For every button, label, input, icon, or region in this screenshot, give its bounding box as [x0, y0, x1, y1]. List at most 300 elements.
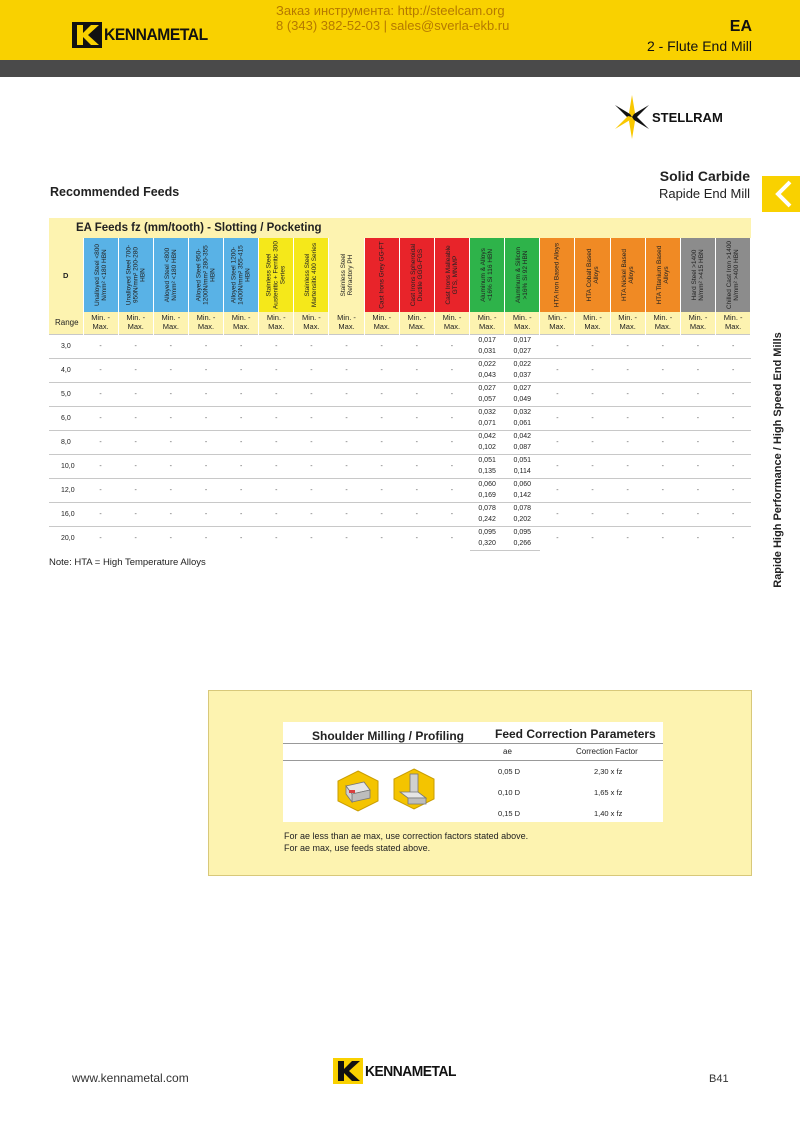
- empty-value: -: [575, 502, 610, 526]
- empty-value: -: [188, 358, 223, 382]
- empty-value: -: [716, 334, 751, 358]
- empty-value: -: [329, 526, 364, 550]
- ae-value: 0,05 D: [498, 767, 521, 776]
- factor-value: 1,65 x fz: [594, 788, 623, 797]
- empty-value: -: [259, 382, 294, 406]
- feed-value: 0,057: [478, 396, 496, 404]
- factor-value: 1,40 x fz: [594, 809, 623, 818]
- material-header: [680, 238, 715, 312]
- product-code: EA: [729, 18, 752, 35]
- empty-value: -: [224, 526, 259, 550]
- empty-value: -: [294, 454, 329, 478]
- material-label: Aluminum & Alloys <16% Si 116 HBN: [480, 248, 495, 302]
- empty-value: -: [575, 526, 610, 550]
- feed-value: 0,060: [470, 478, 505, 490]
- feed-value: 0,051: [505, 454, 540, 466]
- empty-value: -: [399, 454, 434, 478]
- chevron-left-icon: [762, 176, 800, 212]
- material-label: Stainless Steel Austenitic + Ferritic 300 Series: [265, 240, 287, 310]
- feed-value: 0,022: [470, 358, 505, 370]
- empty-value: -: [118, 406, 153, 430]
- empty-value: -: [294, 478, 329, 502]
- feed-value: 0,027: [513, 348, 532, 356]
- range-value: Min. - Max.: [153, 312, 188, 334]
- correction-footnote: [284, 830, 528, 854]
- empty-value: -: [434, 382, 469, 406]
- empty-value: -: [540, 454, 575, 478]
- empty-value: -: [645, 526, 680, 550]
- empty-value: -: [610, 502, 645, 526]
- empty-value: -: [680, 478, 715, 502]
- empty-value: -: [645, 358, 680, 382]
- material-header: [118, 238, 153, 312]
- empty-value: -: [294, 502, 329, 526]
- feed-value: 0,051: [470, 454, 505, 466]
- kennametal-k-icon: [72, 22, 102, 48]
- empty-value: -: [364, 526, 399, 550]
- feed-value: 0,032: [470, 406, 505, 418]
- empty-value: -: [118, 478, 153, 502]
- empty-value: -: [364, 502, 399, 526]
- empty-value: -: [153, 358, 188, 382]
- empty-value: -: [610, 358, 645, 382]
- empty-value: -: [680, 502, 715, 526]
- table-title: EA Feeds fz (mm/tooth) - Slotting / Pocketing: [49, 218, 751, 238]
- empty-value: -: [329, 454, 364, 478]
- empty-value: -: [294, 406, 329, 430]
- empty-value: -: [83, 430, 118, 454]
- empty-value: -: [610, 526, 645, 550]
- range-row: [49, 312, 751, 334]
- empty-value: -: [575, 334, 610, 358]
- empty-value: -: [434, 430, 469, 454]
- empty-value: -: [294, 358, 329, 382]
- empty-value: -: [716, 430, 751, 454]
- feed-value: 0,032: [505, 406, 540, 418]
- material-header: [434, 238, 469, 312]
- footnote-line-1: For ae less than ae max, use correction factors stated above.: [284, 831, 529, 841]
- material-label: HTA Cobalt Based Alloys: [585, 248, 600, 302]
- material-header: [399, 238, 434, 312]
- range-value: Min. - Max.: [188, 312, 223, 334]
- feed-value: 0,242: [478, 516, 496, 524]
- empty-value: -: [118, 502, 153, 526]
- feed-value: 0,031: [478, 348, 496, 356]
- kennametal-k-icon: [333, 1058, 363, 1084]
- feed-value: 0,095: [470, 526, 505, 538]
- empty-value: -: [434, 454, 469, 478]
- empty-value: -: [610, 430, 645, 454]
- empty-value: -: [575, 478, 610, 502]
- empty-value: -: [188, 478, 223, 502]
- feed-value: 0,135: [478, 468, 496, 476]
- empty-value: -: [329, 382, 364, 406]
- table-row: [49, 526, 751, 538]
- table-row: [49, 502, 751, 514]
- shoulder-milling-title: Shoulder Milling / Profiling: [312, 729, 464, 743]
- empty-value: -: [259, 358, 294, 382]
- empty-value: -: [540, 502, 575, 526]
- empty-value: -: [153, 526, 188, 550]
- empty-value: -: [329, 406, 364, 430]
- empty-value: -: [645, 382, 680, 406]
- empty-value: -: [259, 454, 294, 478]
- diameter-cell: 20,0: [49, 526, 83, 550]
- empty-value: -: [118, 382, 153, 406]
- empty-value: -: [294, 526, 329, 550]
- d-column-header: D: [49, 238, 83, 312]
- empty-value: -: [434, 406, 469, 430]
- material-label: Cast Irons Malleable GTS, MN/MP: [444, 245, 459, 305]
- footnote-line-2: For ae max, use feeds stated above.: [284, 843, 431, 853]
- ae-value: 0,10 D: [498, 788, 521, 797]
- empty-value: -: [188, 382, 223, 406]
- empty-value: -: [680, 334, 715, 358]
- empty-value: -: [224, 478, 259, 502]
- empty-value: -: [83, 526, 118, 550]
- material-header: [716, 238, 751, 312]
- empty-value: -: [716, 502, 751, 526]
- empty-value: -: [259, 406, 294, 430]
- empty-value: -: [399, 478, 434, 502]
- empty-value: -: [259, 430, 294, 454]
- empty-value: -: [364, 382, 399, 406]
- product-subtitle: 2 - Flute End Mill: [646, 38, 752, 54]
- empty-value: -: [224, 430, 259, 454]
- empty-value: -: [294, 430, 329, 454]
- range-value: Min. - Max.: [610, 312, 645, 334]
- solid-carbide-subtitle: Rapide End Mill: [658, 186, 750, 201]
- empty-value: -: [153, 382, 188, 406]
- table-row: [49, 406, 751, 418]
- material-header: [224, 238, 259, 312]
- material-label: Alloyed Steel 950-1200N/mm² 280-355 HBN: [195, 245, 217, 305]
- empty-value: -: [224, 358, 259, 382]
- table-row: [49, 334, 751, 346]
- empty-value: -: [118, 526, 153, 550]
- empty-value: -: [540, 430, 575, 454]
- empty-value: -: [610, 478, 645, 502]
- brand-name: KENNAMETAL: [365, 1062, 456, 1080]
- stellram-name: STELLRAM: [652, 109, 723, 125]
- empty-value: -: [399, 406, 434, 430]
- shoulder-milling-icon: [336, 770, 380, 812]
- empty-value: -: [329, 358, 364, 382]
- ae-column-header: ae: [503, 747, 512, 756]
- range-value: Min. - Max.: [470, 312, 505, 334]
- empty-value: -: [575, 430, 610, 454]
- footer-logo: [333, 1058, 464, 1084]
- material-header: [645, 238, 680, 312]
- empty-value: -: [540, 334, 575, 358]
- contact-line-2[interactable]: 8 (343) 382-52-03 | sales@sverla-ekb.ru: [276, 18, 510, 33]
- material-header: [575, 238, 610, 312]
- material-label: Unalloyed Steel <800 N/mm² <180 HBN: [93, 244, 108, 306]
- range-value: Min. - Max.: [364, 312, 399, 334]
- empty-value: -: [364, 334, 399, 358]
- ae-value: 0,15 D: [498, 809, 521, 818]
- empty-value: -: [329, 502, 364, 526]
- empty-value: -: [645, 430, 680, 454]
- table-row: [49, 382, 751, 394]
- material-label: Alloyed Steel <800 N/mm² <180 HBN: [163, 247, 178, 303]
- empty-value: -: [434, 358, 469, 382]
- material-label: Chilled Cast Iron >1400 N/mm² >400 HBN: [726, 240, 741, 310]
- empty-value: -: [259, 334, 294, 358]
- feed-value: 0,043: [478, 372, 496, 380]
- empty-value: -: [434, 334, 469, 358]
- material-label: HTA Titanium Based Alloys: [655, 245, 670, 305]
- feed-correction-title: Feed Correction Parameters: [495, 727, 656, 741]
- empty-value: -: [434, 526, 469, 550]
- material-label: Hard Steel >1400 N/mm² >415 HBN: [690, 249, 705, 301]
- empty-value: -: [575, 382, 610, 406]
- empty-value: -: [118, 358, 153, 382]
- empty-value: -: [364, 454, 399, 478]
- empty-value: -: [118, 334, 153, 358]
- range-value: Min. - Max.: [294, 312, 329, 334]
- empty-value: -: [259, 502, 294, 526]
- diameter-cell: 6,0: [49, 406, 83, 430]
- empty-value: -: [399, 382, 434, 406]
- empty-value: -: [716, 382, 751, 406]
- range-value: Min. - Max.: [716, 312, 751, 334]
- kennametal-logo: [72, 22, 217, 48]
- section-title: Recommended Feeds: [50, 185, 180, 199]
- feed-value: 0,078: [505, 502, 540, 514]
- range-value: Min. - Max.: [645, 312, 680, 334]
- empty-value: -: [364, 358, 399, 382]
- range-value: Min. - Max.: [434, 312, 469, 334]
- feed-value: 0,017: [470, 334, 505, 346]
- empty-value: -: [399, 526, 434, 550]
- feed-value: 0,017: [505, 334, 540, 346]
- empty-value: -: [399, 358, 434, 382]
- empty-value: -: [575, 406, 610, 430]
- empty-value: -: [399, 502, 434, 526]
- empty-value: -: [716, 526, 751, 550]
- empty-value: -: [680, 454, 715, 478]
- range-value: Min. - Max.: [329, 312, 364, 334]
- table-row: [49, 430, 751, 442]
- empty-value: -: [680, 406, 715, 430]
- empty-value: -: [224, 382, 259, 406]
- empty-value: -: [153, 478, 188, 502]
- feed-value: 0,169: [478, 492, 496, 500]
- feed-value: 0,266: [505, 538, 540, 550]
- empty-value: -: [83, 382, 118, 406]
- empty-value: -: [364, 478, 399, 502]
- material-header: [470, 238, 505, 312]
- empty-value: -: [188, 454, 223, 478]
- material-label: Cast Irons Spheroidal Ductile GGG-FGS: [409, 243, 424, 307]
- empty-value: -: [188, 334, 223, 358]
- empty-value: -: [259, 526, 294, 550]
- feed-value: 0,042: [470, 430, 505, 442]
- diameter-cell: 3,0: [49, 334, 83, 358]
- empty-value: -: [188, 406, 223, 430]
- factor-value: 2,30 x fz: [594, 767, 623, 776]
- feed-value: 0,102: [478, 444, 496, 452]
- material-header: [505, 238, 540, 312]
- empty-value: -: [153, 454, 188, 478]
- empty-value: -: [364, 406, 399, 430]
- empty-value: -: [716, 478, 751, 502]
- feed-value: 0,095: [505, 526, 540, 538]
- material-header: [153, 238, 188, 312]
- empty-value: -: [716, 406, 751, 430]
- material-label: Alloyed Steel 1200-1400N/mm² 355-415 HBN: [230, 245, 252, 305]
- empty-value: -: [540, 526, 575, 550]
- empty-value: -: [540, 358, 575, 382]
- empty-value: -: [645, 334, 680, 358]
- range-value: Min. - Max.: [680, 312, 715, 334]
- diameter-cell: 10,0: [49, 454, 83, 478]
- range-value: Min. - Max.: [118, 312, 153, 334]
- brand-name: KENNAMETAL: [104, 25, 208, 44]
- feeds-table-body: [49, 334, 751, 550]
- empty-value: -: [83, 358, 118, 382]
- footer-url[interactable]: www.kennametal.com: [72, 1071, 189, 1085]
- range-value: Min. - Max.: [540, 312, 575, 334]
- empty-value: -: [83, 478, 118, 502]
- empty-value: -: [645, 502, 680, 526]
- empty-value: -: [399, 334, 434, 358]
- side-tab-text: Rapide High Performance / High Speed End Mills: [772, 332, 784, 588]
- empty-value: -: [680, 430, 715, 454]
- empty-value: -: [118, 430, 153, 454]
- table-row: [49, 358, 751, 370]
- material-label: Stainless Steel Refractory PH: [339, 253, 354, 297]
- empty-value: -: [153, 502, 188, 526]
- note-text: Note: HTA = High Temperature Alloys: [49, 557, 206, 568]
- range-value: Min. - Max.: [83, 312, 118, 334]
- empty-value: -: [610, 454, 645, 478]
- feed-value: 0,078: [470, 502, 505, 514]
- range-value: Min. - Max.: [575, 312, 610, 334]
- empty-value: -: [259, 478, 294, 502]
- empty-value: -: [188, 430, 223, 454]
- profiling-icon: [392, 768, 436, 810]
- empty-value: -: [540, 382, 575, 406]
- material-header: [188, 238, 223, 312]
- empty-value: -: [610, 406, 645, 430]
- empty-value: -: [575, 454, 610, 478]
- empty-value: -: [83, 334, 118, 358]
- diameter-cell: 16,0: [49, 502, 83, 526]
- empty-value: -: [434, 502, 469, 526]
- table-row: [49, 454, 751, 466]
- feed-value: 0,042: [505, 430, 540, 442]
- empty-value: -: [83, 406, 118, 430]
- feed-value: 0,049: [513, 396, 532, 404]
- feed-value: 0,022: [505, 358, 540, 370]
- range-value: Min. - Max.: [505, 312, 540, 334]
- empty-value: -: [294, 334, 329, 358]
- material-label: Unalloyed Steel 700-950N/mm² 200-280 HBN: [125, 244, 147, 306]
- feed-value: 0,320: [470, 538, 505, 550]
- feed-value: 0,071: [478, 420, 496, 428]
- empty-value: -: [434, 478, 469, 502]
- empty-value: -: [610, 382, 645, 406]
- stellram-logo: [614, 94, 723, 140]
- material-header: [364, 238, 399, 312]
- empty-value: -: [575, 358, 610, 382]
- material-header: [329, 238, 364, 312]
- empty-value: -: [224, 334, 259, 358]
- feed-value: 0,037: [513, 372, 532, 380]
- empty-value: -: [645, 478, 680, 502]
- material-label: Cast Irons Grey GG-FT: [378, 241, 386, 309]
- feed-value: 0,027: [470, 382, 505, 394]
- empty-value: -: [645, 406, 680, 430]
- empty-value: -: [83, 502, 118, 526]
- empty-value: -: [224, 454, 259, 478]
- divider: [283, 760, 663, 761]
- feed-value: 0,114: [513, 468, 531, 476]
- empty-value: -: [399, 430, 434, 454]
- empty-value: -: [610, 334, 645, 358]
- range-value: Min. - Max.: [224, 312, 259, 334]
- diameter-cell: 12,0: [49, 478, 83, 502]
- table-row: [49, 478, 751, 490]
- feed-value: 0,027: [505, 382, 540, 394]
- range-value: Min. - Max.: [399, 312, 434, 334]
- material-header: [294, 238, 329, 312]
- material-label: HTA Iron Based Alloys: [553, 242, 561, 308]
- solid-carbide-title: Solid Carbide: [659, 168, 750, 184]
- empty-value: -: [153, 430, 188, 454]
- empty-value: -: [540, 478, 575, 502]
- empty-value: -: [680, 358, 715, 382]
- empty-value: -: [118, 454, 153, 478]
- empty-value: -: [153, 334, 188, 358]
- empty-value: -: [364, 430, 399, 454]
- empty-value: -: [83, 454, 118, 478]
- empty-value: -: [224, 406, 259, 430]
- material-header: [83, 238, 118, 312]
- empty-value: -: [645, 454, 680, 478]
- range-label: Range: [49, 312, 83, 334]
- feeds-table: [49, 218, 751, 551]
- feed-value: 0,087: [513, 444, 532, 452]
- empty-value: -: [716, 454, 751, 478]
- material-header: [610, 238, 645, 312]
- empty-value: -: [716, 358, 751, 382]
- empty-value: -: [540, 406, 575, 430]
- feed-value: 0,142: [513, 492, 532, 500]
- factor-column-header: Correction Factor: [576, 747, 638, 756]
- contact-line-1[interactable]: Заказ инструмента: http://steelcam.org: [276, 3, 505, 18]
- diameter-cell: 8,0: [49, 430, 83, 454]
- material-label: HTA Nickel Based Alloys: [620, 249, 635, 301]
- feed-value: 0,202: [513, 516, 532, 524]
- range-value: Min. - Max.: [259, 312, 294, 334]
- page-number: B41: [709, 1073, 729, 1085]
- feed-value: 0,061: [513, 420, 532, 428]
- material-label: Stainless Steel Martensitic 400 Series: [304, 242, 319, 308]
- empty-value: -: [329, 334, 364, 358]
- empty-value: -: [680, 526, 715, 550]
- stellram-star-icon: [614, 94, 650, 140]
- material-label: Aluminum & Silicon >16% Si 92 HBN: [515, 247, 530, 303]
- material-header-row: [49, 238, 751, 312]
- empty-value: -: [294, 382, 329, 406]
- divider: [283, 743, 663, 744]
- empty-value: -: [680, 382, 715, 406]
- empty-value: -: [224, 502, 259, 526]
- material-header: [259, 238, 294, 312]
